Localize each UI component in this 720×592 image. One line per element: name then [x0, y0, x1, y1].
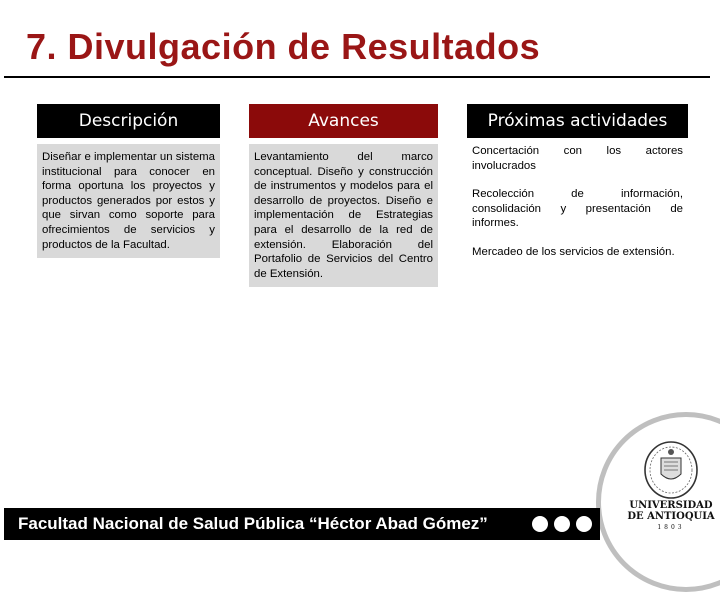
footer-text: Facultad Nacional de Salud Pública “Héctor Abad Gómez”	[18, 514, 488, 533]
university-logo-text	[622, 500, 720, 533]
column-paragraph: Diseñar e implementar un sistema institucional para conocer en forma oportuna los proyectos y productos generados por estos y que sirvan como soporte para ofrecimientos de servicios y productos de la Facultad.	[42, 151, 215, 251]
column-proximas-actividades	[467, 104, 688, 266]
footer-bar	[4, 508, 600, 540]
column-body-descripcion	[37, 144, 220, 258]
column-descripcion	[37, 104, 220, 258]
column-header-descripcion: Descripción	[37, 104, 220, 138]
footer-dot-icon	[532, 516, 548, 532]
column-body-proximas-actividades	[467, 144, 688, 266]
column-header-avances: Avances	[249, 104, 438, 138]
logo-line-1: UNIVERSIDAD	[629, 500, 713, 511]
column-header-proximas-actividades: Próximas actividades	[467, 104, 688, 138]
column-body-avances	[249, 144, 438, 287]
column-paragraph: Concertación con los actores involucrados	[472, 145, 683, 172]
column-paragraph: Mercadeo de los servicios de extensión.	[472, 245, 675, 258]
column-avances	[249, 104, 438, 287]
logo-year: 1803	[657, 524, 685, 531]
column-paragraph: Levantamiento del marco conceptual. Diseño y construcción de instrumentos y modelos para el desarrollo de proyectos. Diseño e implementación de Estrategias para el desarrollo de la red de extensión. Elaboración del Portafolio de Servicios del Centro de Extensión.	[254, 151, 433, 280]
footer-dot-icon	[554, 516, 570, 532]
slide-title: 7. Divulgación de Resultados	[26, 26, 541, 67]
logo-line-2: DE ANTIOQUIA	[627, 511, 715, 522]
title-divider	[4, 76, 710, 78]
column-paragraph: Recolección de información, consolidación y presentación de informes.	[472, 188, 683, 230]
footer-dot-icon	[576, 516, 592, 532]
